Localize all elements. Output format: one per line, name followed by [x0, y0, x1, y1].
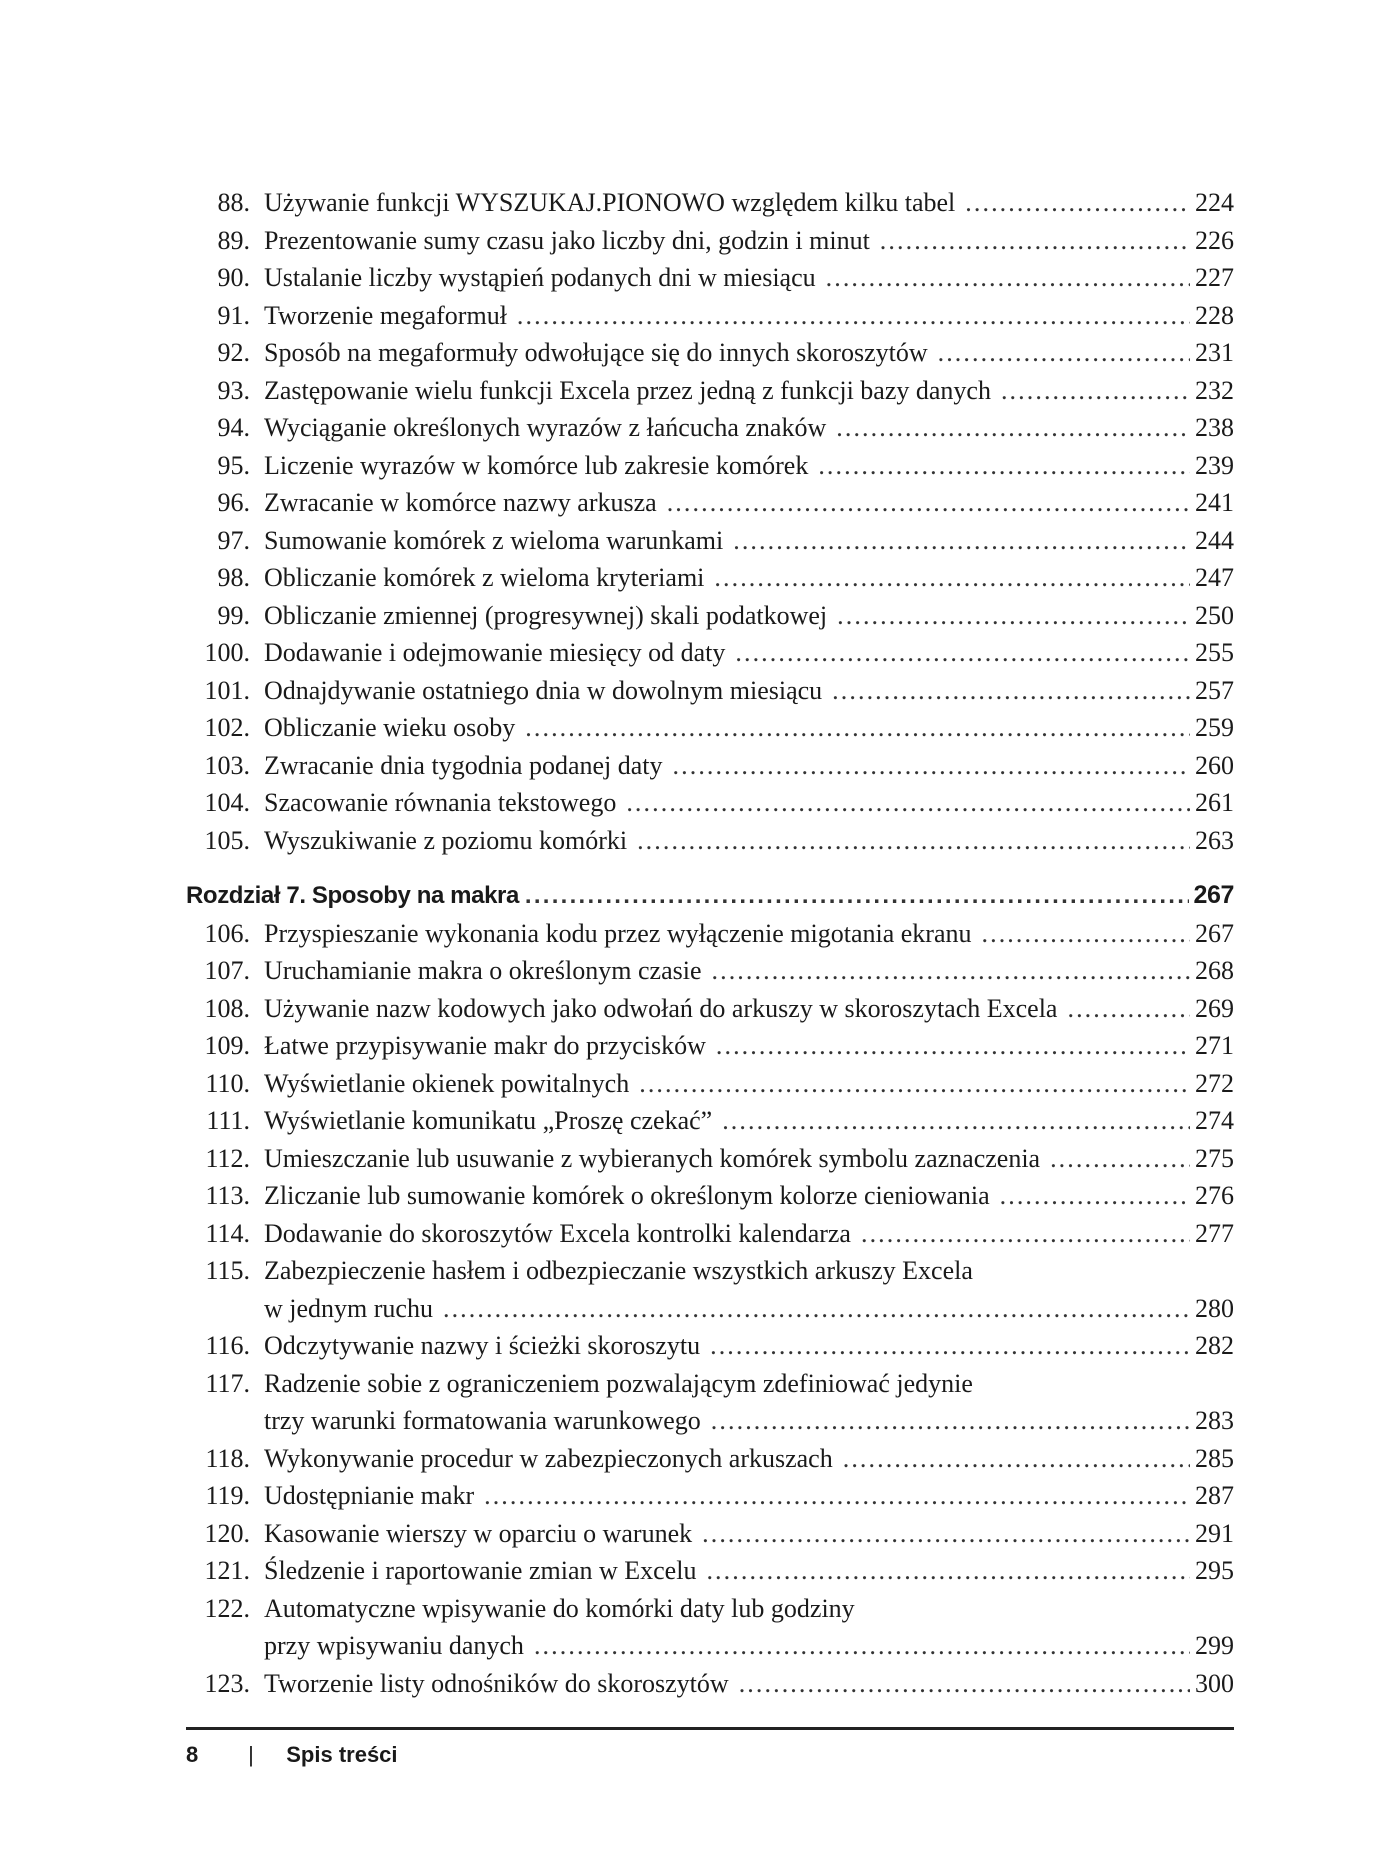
entry-body [264, 1027, 1234, 1065]
toc-entry[interactable] [188, 1552, 1234, 1590]
toc-entry[interactable] [188, 952, 1234, 990]
entry-page-number: 272 [1195, 1068, 1234, 1098]
entry-page-number: 287 [1195, 1481, 1234, 1510]
toc-entry[interactable] [188, 1252, 1234, 1327]
entry-page-number: 228 [1195, 300, 1234, 330]
entry-line [264, 672, 1234, 710]
entry-body [264, 1477, 1234, 1515]
toc-entry[interactable] [188, 184, 1234, 222]
entry-line [264, 297, 1234, 335]
toc-entry[interactable] [188, 784, 1234, 822]
dot-leader [837, 597, 1190, 635]
entry-line [264, 1627, 1234, 1665]
toc-entry[interactable] [188, 409, 1234, 447]
footer-page-number: 8 [186, 1742, 199, 1767]
entry-body [264, 784, 1234, 822]
entry-body [264, 447, 1234, 485]
entry-body [264, 1665, 1234, 1703]
dot-leader [880, 222, 1190, 260]
dot-leader [484, 1477, 1190, 1515]
toc-entry[interactable] [188, 1477, 1234, 1515]
entry-body [264, 990, 1234, 1028]
entry-line [264, 1477, 1234, 1515]
entry-line [264, 822, 1234, 860]
entry-number: 119. [205, 1481, 250, 1510]
toc-entry[interactable] [188, 447, 1234, 485]
dot-leader [938, 334, 1190, 372]
entry-title: Wyszukiwanie z poziomu komórki [264, 825, 628, 855]
entry-body [264, 1590, 1234, 1665]
entry-number: 118. [205, 1443, 250, 1473]
entry-title: przy wpisywaniu danych [264, 1631, 524, 1660]
entry-number: 88. [217, 188, 250, 217]
dot-leader [711, 1402, 1190, 1440]
dot-leader [710, 1327, 1190, 1365]
entry-body [264, 372, 1234, 410]
toc-entry[interactable] [188, 1327, 1234, 1365]
entry-page-number: 227 [1195, 263, 1234, 292]
entry-page-number: 268 [1195, 956, 1234, 985]
toc-entry[interactable] [188, 1215, 1234, 1253]
entry-body [264, 915, 1234, 953]
entry-line [264, 372, 1234, 410]
entry-body [264, 222, 1234, 260]
entry-number: 104. [204, 788, 250, 817]
entry-page-number: 269 [1195, 993, 1234, 1023]
entry-number: 92. [217, 338, 250, 367]
entry-line [264, 1665, 1234, 1703]
entry-title: Tworzenie listy odnośników do skoroszytów [264, 1668, 729, 1698]
dot-leader [735, 634, 1190, 672]
entry-title: Sumowanie komórek z wieloma warunkami [264, 525, 724, 555]
entry-page-number: 267 [1195, 918, 1234, 948]
entry-title: Wykonywanie procedur w zabezpieczonych arkuszach [264, 1443, 833, 1473]
toc-entry[interactable] [188, 222, 1234, 260]
entry-number: 107. [204, 956, 250, 985]
dot-leader [667, 484, 1190, 522]
entry-title: Kasowanie wierszy w oparciu o warunek [264, 1518, 693, 1548]
entry-number: 110. [205, 1068, 250, 1098]
entry-body [264, 1515, 1234, 1553]
toc-entry[interactable] [188, 1140, 1234, 1178]
toc-entry[interactable] [188, 1590, 1234, 1665]
toc-entry[interactable] [188, 1027, 1234, 1065]
entry-title: Dodawanie do skoroszytów Excela kontrolki kalendarza [264, 1218, 851, 1248]
entry-title: Używanie nazw kodowych jako odwołań do arkuszy w skoroszytach Excela [264, 993, 1058, 1023]
dot-leader [1050, 1140, 1190, 1178]
entry-line [264, 709, 1234, 747]
entry-page-number: 250 [1195, 600, 1234, 630]
dot-leader [702, 1515, 1190, 1553]
entry-line [264, 784, 1234, 822]
dot-leader [1001, 372, 1190, 410]
toc-entry[interactable] [188, 1440, 1234, 1478]
dot-leader [712, 952, 1191, 990]
entry-number: 91. [217, 300, 250, 330]
entry-title: Umieszczanie lub usuwanie z wybieranych komórek symbolu zaznaczenia [264, 1143, 1041, 1173]
entry-title: Zastępowanie wielu funkcji Excela przez jedną z funkcji bazy danych [264, 375, 991, 405]
entry-title: Tworzenie megaformuł [264, 300, 507, 330]
entry-number: 115. [205, 1256, 250, 1285]
toc-entry[interactable] [188, 1065, 1234, 1103]
entry-body [264, 184, 1234, 222]
toc-entry[interactable] [188, 334, 1234, 372]
entry-title: Wyświetlanie okienek powitalnych [264, 1068, 630, 1098]
entry-number: 108. [204, 993, 250, 1023]
toc-entry[interactable] [188, 709, 1234, 747]
entry-title: Udostępnianie makr [264, 1481, 475, 1510]
entry-page-number: 280 [1195, 1293, 1234, 1323]
toc-entry[interactable] [188, 1365, 1234, 1440]
entry-page-number: 299 [1195, 1631, 1234, 1660]
entry-body [264, 297, 1234, 335]
entry-line [264, 1290, 1234, 1328]
dot-leader [722, 1102, 1190, 1140]
entry-page-number: 275 [1195, 1143, 1234, 1173]
toc-entry[interactable] [188, 559, 1234, 597]
toc-entry[interactable] [188, 1665, 1234, 1703]
entry-page-number: 300 [1195, 1668, 1234, 1698]
entry-number: 96. [217, 488, 250, 517]
entry-number: 94. [217, 413, 250, 442]
entry-title: Wyciąganie określonych wyrazów z łańcucha znaków [264, 413, 827, 442]
entry-page-number: 226 [1195, 225, 1234, 255]
dot-leader [639, 1065, 1190, 1103]
entry-number: 105. [204, 825, 250, 855]
entry-line [264, 1327, 1234, 1365]
entry-line [264, 1440, 1234, 1478]
dot-leader [706, 1552, 1190, 1590]
entry-page-number: 239 [1195, 450, 1234, 480]
entry-title: Odczytywanie nazwy i ścieżki skoroszytu [264, 1331, 701, 1360]
entry-body [264, 822, 1234, 860]
entry-body [264, 634, 1234, 672]
toc-entry[interactable] [188, 672, 1234, 710]
entry-number: 95. [217, 450, 250, 480]
entry-line [264, 334, 1234, 372]
entry-line [264, 484, 1234, 522]
entry-number: 90. [217, 263, 250, 292]
entry-body [264, 747, 1234, 785]
entry-page-number: 257 [1195, 675, 1234, 705]
entry-body [264, 522, 1234, 560]
toc-entry[interactable] [188, 990, 1234, 1028]
entry-title: Zwracanie dnia tygodnia podanej daty [264, 750, 663, 780]
entry-line [264, 1215, 1234, 1253]
entry-page-number: 283 [1195, 1406, 1234, 1435]
table-of-contents [188, 184, 1234, 1702]
entry-title: Uruchamianie makra o określonym czasie [264, 956, 702, 985]
entry-number: 93. [217, 375, 250, 405]
chapter-heading[interactable] [186, 877, 1234, 915]
entry-body [264, 484, 1234, 522]
entry-page-number: 238 [1195, 413, 1234, 442]
entry-title: Wyświetlanie komunikatu „Proszę czekać” [264, 1106, 713, 1135]
entry-page-number: 255 [1195, 638, 1234, 667]
entry-page-number: 241 [1195, 488, 1234, 517]
toc-entry[interactable] [188, 297, 1234, 335]
dot-leader [525, 877, 1190, 915]
entry-page-number: 285 [1195, 1443, 1234, 1473]
entry-line [264, 1177, 1234, 1215]
entry-line [264, 1065, 1234, 1103]
entry-line [264, 559, 1234, 597]
entry-title: Szacowanie równania tekstowego [264, 788, 617, 817]
entry-number: 103. [204, 750, 250, 780]
entry-number: 100. [204, 638, 250, 667]
entry-body [264, 952, 1234, 990]
toc-entry[interactable] [188, 822, 1234, 860]
dot-leader [965, 184, 1190, 222]
toc-entries-chapter-7 [188, 915, 1234, 1703]
dot-leader [637, 822, 1190, 860]
entry-number: 101. [204, 675, 250, 705]
entry-page-number: 291 [1195, 1518, 1234, 1548]
dot-leader [1000, 1177, 1190, 1215]
entry-title: Odnajdywanie ostatniego dnia w dowolnym miesiącu [264, 675, 823, 705]
entry-line [264, 447, 1234, 485]
entry-title-first-line: Radzenie sobie z ograniczeniem pozwalającym zdefiniować jedynie [264, 1368, 973, 1398]
entry-line [264, 990, 1234, 1028]
entry-page-number: 271 [1195, 1031, 1234, 1060]
entry-number: 89. [217, 225, 250, 255]
entry-line [264, 597, 1234, 635]
entry-page-number: 261 [1195, 788, 1234, 817]
entry-number: 114. [205, 1218, 250, 1248]
entry-title: Śledzenie i raportowanie zmian w Excelu [264, 1556, 697, 1585]
dot-leader [843, 1440, 1190, 1478]
dot-leader [861, 1215, 1190, 1253]
dot-leader [517, 297, 1190, 335]
entry-line [264, 915, 1234, 953]
entry-title: Łatwe przypisywanie makr do przycisków [264, 1031, 706, 1060]
entry-body [264, 1252, 1234, 1327]
entry-title: Używanie funkcji WYSZUKAJ.PIONOWO względem kilku tabel [264, 188, 956, 217]
entry-number: 120. [204, 1518, 250, 1548]
entry-page-number: 295 [1195, 1556, 1234, 1585]
entry-number: 106. [204, 918, 250, 948]
entry-title: Ustalanie liczby wystąpień podanych dni w miesiącu [264, 263, 816, 292]
entry-title-first-line: Zabezpieczenie hasłem i odbezpieczanie wszystkich arkuszy Excela [264, 1256, 973, 1285]
entry-body [264, 1440, 1234, 1478]
entry-number: 98. [217, 563, 250, 592]
dot-leader [714, 559, 1190, 597]
entry-line [264, 634, 1234, 672]
chapter-title: Rozdział 7. Sposoby na makra [186, 882, 519, 909]
entry-body [264, 559, 1234, 597]
toc-entry[interactable] [188, 634, 1234, 672]
entry-line [264, 222, 1234, 260]
entry-body [264, 1102, 1234, 1140]
footer-section-title: Spis treści [286, 1742, 398, 1767]
dot-leader [818, 447, 1190, 485]
entry-title: Sposób na megaformuły odwołujące się do innych skoroszytów [264, 338, 928, 367]
entry-title: Dodawanie i odejmowanie miesięcy od daty [264, 638, 726, 667]
dot-leader [826, 259, 1190, 297]
entry-number: 121. [204, 1556, 250, 1585]
entry-body [264, 672, 1234, 710]
entry-number: 97. [217, 525, 250, 555]
entry-title: Obliczanie zmiennej (progresywnej) skali podatkowej [264, 600, 828, 630]
entry-title: w jednym ruchu [264, 1293, 433, 1323]
entry-line [264, 409, 1234, 447]
entry-page-number: 260 [1195, 750, 1234, 780]
entry-page-number: 276 [1195, 1181, 1234, 1210]
dot-leader [443, 1290, 1190, 1328]
toc-entry[interactable] [188, 484, 1234, 522]
dot-leader [739, 1665, 1190, 1703]
toc-entry[interactable] [188, 522, 1234, 560]
toc-entry[interactable] [188, 747, 1234, 785]
entry-body [264, 597, 1234, 635]
toc-entries-chapter-6 [188, 184, 1234, 859]
footer-separator: | [248, 1742, 254, 1767]
entry-page-number: 231 [1195, 338, 1234, 367]
entry-body [264, 1327, 1234, 1365]
entry-title: Obliczanie komórek z wieloma kryteriami [264, 563, 705, 592]
toc-entry[interactable] [188, 597, 1234, 635]
entry-number: 112. [205, 1143, 250, 1173]
footer-rule [186, 1727, 1234, 1730]
toc-entry[interactable] [188, 915, 1234, 953]
dot-leader [982, 915, 1191, 953]
entry-line [264, 1552, 1234, 1590]
entry-body [264, 709, 1234, 747]
entry-line [264, 1102, 1234, 1140]
entry-body [264, 259, 1234, 297]
entry-line [264, 1027, 1234, 1065]
entry-page-number: 244 [1195, 525, 1234, 555]
entry-line [264, 522, 1234, 560]
entry-number: 109. [204, 1031, 250, 1060]
toc-entry[interactable] [188, 1102, 1234, 1140]
page-footer [186, 1742, 398, 1768]
entry-number: 117. [205, 1368, 250, 1398]
toc-entry[interactable] [188, 1177, 1234, 1215]
dot-leader [1067, 990, 1190, 1028]
entry-line [264, 1140, 1234, 1178]
entry-title: Zwracanie w komórce nazwy arkusza [264, 488, 657, 517]
entry-title: Zliczanie lub sumowanie komórek o określonym kolorze cieniowania [264, 1181, 990, 1210]
dot-leader [716, 1027, 1190, 1065]
dot-leader [525, 709, 1190, 747]
entry-line [264, 952, 1234, 990]
entry-page-number: 274 [1195, 1106, 1234, 1135]
toc-entry[interactable] [188, 372, 1234, 410]
entry-line [264, 1515, 1234, 1553]
entry-page-number: 247 [1195, 563, 1234, 592]
entry-body [264, 409, 1234, 447]
entry-number: 113. [205, 1181, 250, 1210]
entry-number: 111. [206, 1106, 250, 1135]
entry-title: trzy warunki formatowania warunkowego [264, 1406, 701, 1435]
entry-title: Liczenie wyrazów w komórce lub zakresie komórek [264, 450, 809, 480]
dot-leader [534, 1627, 1190, 1665]
entry-line [264, 184, 1234, 222]
entry-number: 122. [204, 1593, 250, 1623]
entry-page-number: 277 [1195, 1218, 1234, 1248]
dot-leader [673, 747, 1190, 785]
entry-number: 99. [217, 600, 250, 630]
entry-title: Przyspieszanie wykonania kodu przez wyłączenie migotania ekranu [264, 918, 972, 948]
entry-body [264, 1365, 1234, 1440]
dot-leader [626, 784, 1190, 822]
entry-page-number: 259 [1195, 713, 1234, 742]
entry-body [264, 1552, 1234, 1590]
dot-leader [836, 409, 1190, 447]
entry-line [264, 747, 1234, 785]
entry-body [264, 334, 1234, 372]
dot-leader [832, 672, 1190, 710]
entry-body [264, 1215, 1234, 1253]
entry-page-number: 282 [1195, 1331, 1234, 1360]
entry-title: Prezentowanie sumy czasu jako liczby dni, godzin i minut [264, 225, 870, 255]
chapter-page-number: 267 [1193, 881, 1234, 909]
entry-number: 102. [204, 713, 250, 742]
entry-body [264, 1140, 1234, 1178]
entry-page-number: 232 [1195, 375, 1234, 405]
entry-title-first-line: Automatyczne wpisywanie do komórki daty lub godziny [264, 1593, 855, 1623]
entry-line [264, 1402, 1234, 1440]
toc-entry[interactable] [188, 1515, 1234, 1553]
entry-page-number: 263 [1195, 825, 1234, 855]
entry-body [264, 1065, 1234, 1103]
entry-body [264, 1177, 1234, 1215]
entry-title: Obliczanie wieku osoby [264, 713, 516, 742]
entry-number: 116. [205, 1331, 250, 1360]
dot-leader [733, 522, 1190, 560]
entry-page-number: 224 [1195, 188, 1234, 217]
entry-number: 123. [204, 1668, 250, 1698]
entry-line [264, 259, 1234, 297]
toc-entry[interactable] [188, 259, 1234, 297]
